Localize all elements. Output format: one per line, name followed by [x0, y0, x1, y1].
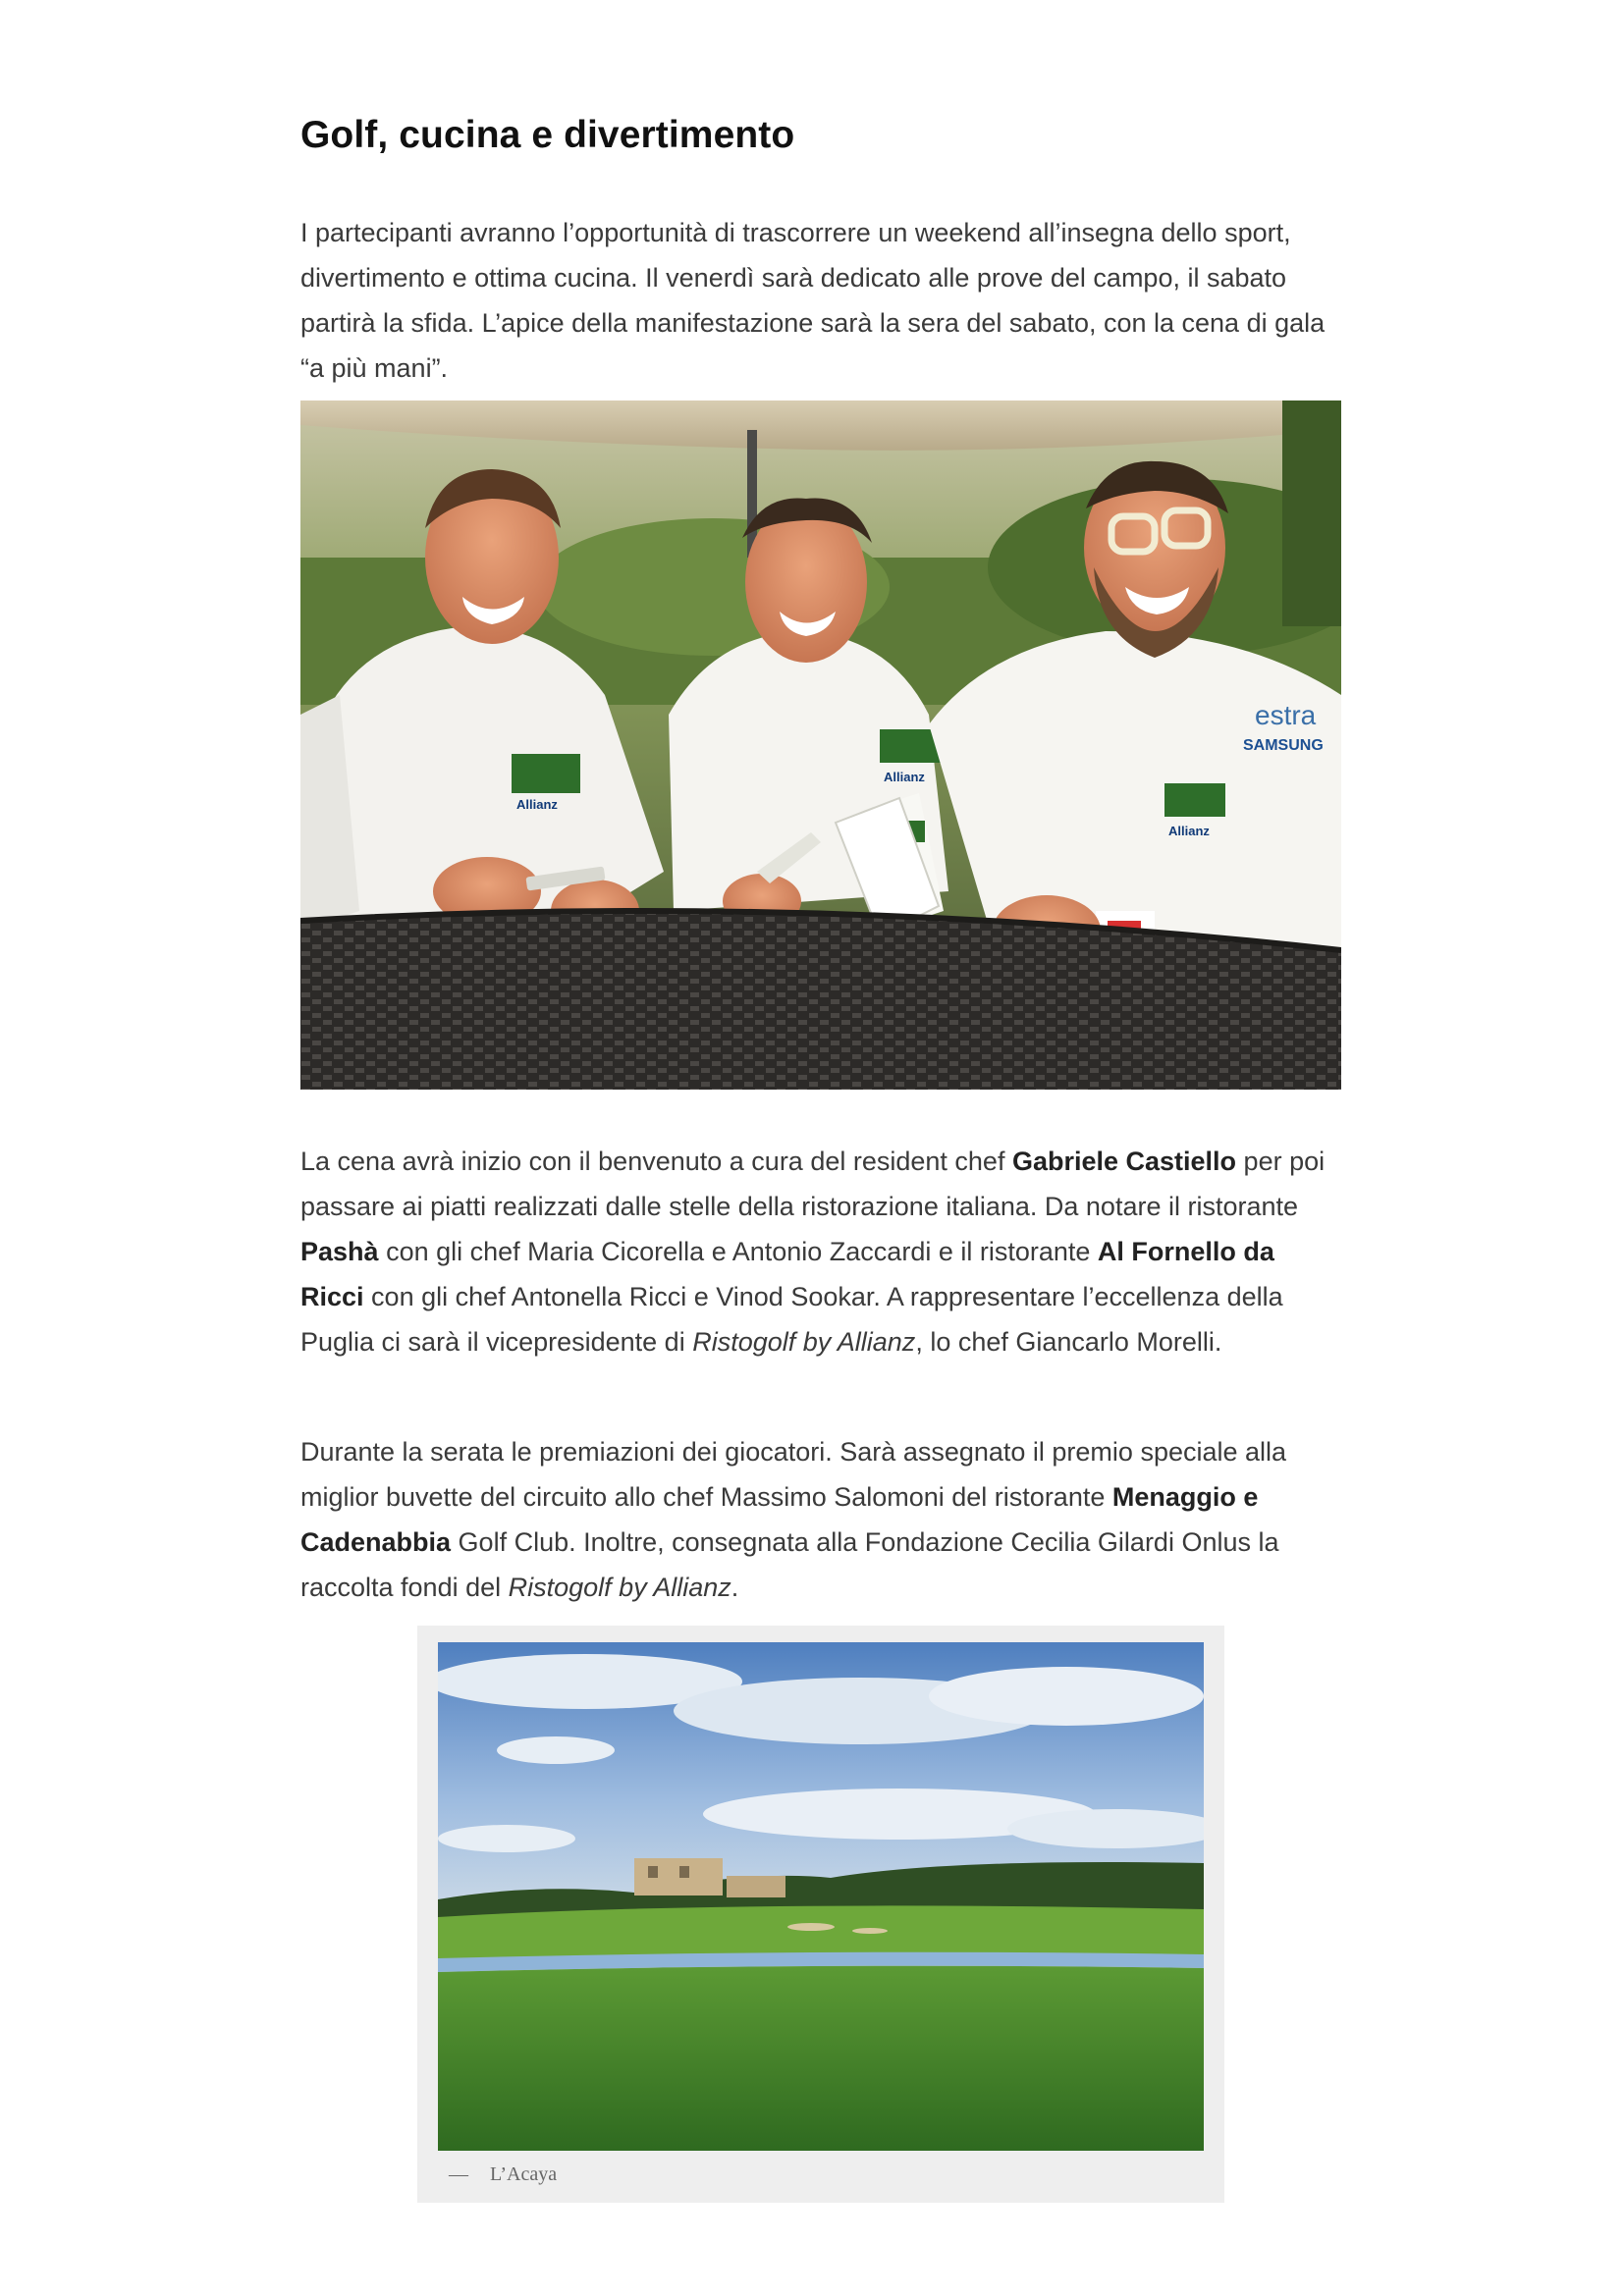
badge-mid-text: Allianz: [884, 770, 925, 784]
restaurant-pasha: Pashà: [300, 1237, 379, 1266]
awards-text-1: Durante la serata le premiazioni dei giocatori. Sarà assegnato il premio speciale alla miglior buvette del circuito allo chef Massimo Salomoni del ristorante: [300, 1437, 1287, 1512]
chefs-photo: [300, 400, 1341, 1090]
restaurant-fornello: Al Fornello da Ricci: [300, 1237, 1274, 1311]
golf-club-name: Menaggio e Cadenabbia: [300, 1482, 1259, 1557]
golf-figure: [417, 1626, 1224, 2203]
awards-paragraph: [300, 1429, 1341, 1610]
ristogolf-name: Ristogolf by Allianz: [692, 1327, 916, 1357]
dinner-text-2: per poi passare ai piatti realizzati dalle stelle della ristorazione italiana. Da notare il ristorante: [300, 1147, 1326, 1221]
chef-name-castiello: Gabriele Castiello: [1011, 1147, 1237, 1176]
section-heading: Golf, cucina e divertimento: [300, 114, 795, 156]
badge-right-text: Allianz: [1168, 824, 1210, 838]
badge-left-text: Allianz: [516, 797, 558, 812]
awards-text-3: .: [731, 1573, 739, 1602]
dinner-text-3: con gli chef Maria Cicorella e Antonio Zaccardi e il ristorante: [378, 1237, 1098, 1266]
caption-dash: —: [449, 2163, 468, 2185]
intro-paragraph: I partecipanti avranno l’opportunità di trascorrere un weekend all’insegna dello sport, divertimento e ottima cucina. Il venerdì sarà dedicato alle prove del campo, il sabato partirà la sfida. L’apice della manifestazione sarà la sera del sabato, con la cena di gala “a più mani”.: [300, 218, 1326, 383]
awards-text-2: Golf Club. Inoltre, consegnata alla Fondazione Cecilia Gilardi Onlus la raccolta fondi del: [300, 1527, 1279, 1602]
sponsor-estra-text: estra: [1255, 700, 1317, 730]
figure-caption: [449, 2163, 557, 2186]
sponsor-samsung-text: SAMSUNG: [1243, 737, 1324, 754]
golf-course-photo: [438, 1642, 1204, 2151]
dinner-text-5: , lo chef Giancarlo Morelli.: [915, 1327, 1222, 1357]
caption-text: L’Acaya: [490, 2163, 558, 2185]
dinner-text-4: con gli chef Antonella Ricci e Vinod Sookar. A rappresentare l’eccellenza della Puglia ci sarà il vicepresidente di: [300, 1282, 1283, 1357]
dinner-text-1: La cena avrà inizio con il benvenuto a cura del resident chef: [300, 1147, 1012, 1176]
ristogolf-name-2: Ristogolf by Allianz: [508, 1573, 731, 1602]
dinner-paragraph: [300, 1139, 1341, 1364]
